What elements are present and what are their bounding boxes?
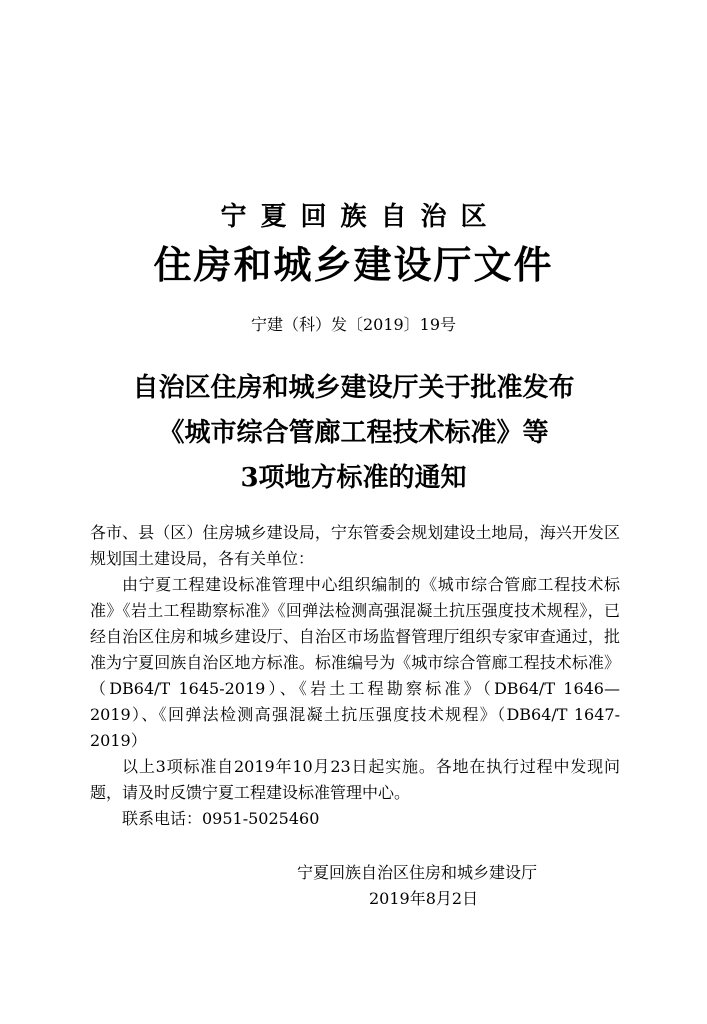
signature-organization: 宁夏回族自治区住房和城乡建设厅: [297, 863, 538, 882]
signature-date: 2019年8月2日: [369, 889, 479, 908]
notice-body: [90, 520, 620, 832]
addressee: 各市、县（区）住房城乡建设局，宁东管委会规划建设土地局，海兴开发区规划国土建设局，各有关单位：: [90, 523, 620, 568]
document-header-title: 住房和城乡建设厅文件: [153, 242, 554, 287]
contact-phone: 联系电话：0951-5025460: [122, 809, 320, 828]
body-paragraph-1: 由宁夏工程建设标准管理中心组织编制的《城市综合管廊工程技术标准》《岩土工程勘察标准》《回弹法检测高强混凝土抗压强度技术规程》，已经自治区住房和城乡建设厅、自治区市场监督管理厅组织专家审查通过，批准为宁夏回族自治区地方标准。标准编号为《城市综合管廊工程技术标准》（DB64/T 1645-2019）、《岩土工程勘察标准》（DB64/T 1646—2019）、《回弹法检测高强混凝土抗压强度技术规程》（DB64/T 1647-2019）: [90, 575, 620, 750]
notice-title-line-1: 自治区住房和城乡建设厅关于批准发布: [132, 373, 575, 403]
body-paragraph-2: 以上3项标准自2019年10月23日起实施。各地在执行过程中发现问题，请及时反馈宁夏工程建设标准管理中心。: [90, 757, 620, 802]
notice-title-line-3: 3项地方标准的通知: [240, 463, 467, 493]
issuing-organization: 宁夏回族自治区: [220, 202, 501, 232]
notice-title-line-2: 《城市综合管廊工程技术标准》等: [158, 418, 549, 448]
notice-title: [0, 366, 707, 501]
document-number: 宁建（科）发〔2019〕19号: [250, 315, 457, 334]
